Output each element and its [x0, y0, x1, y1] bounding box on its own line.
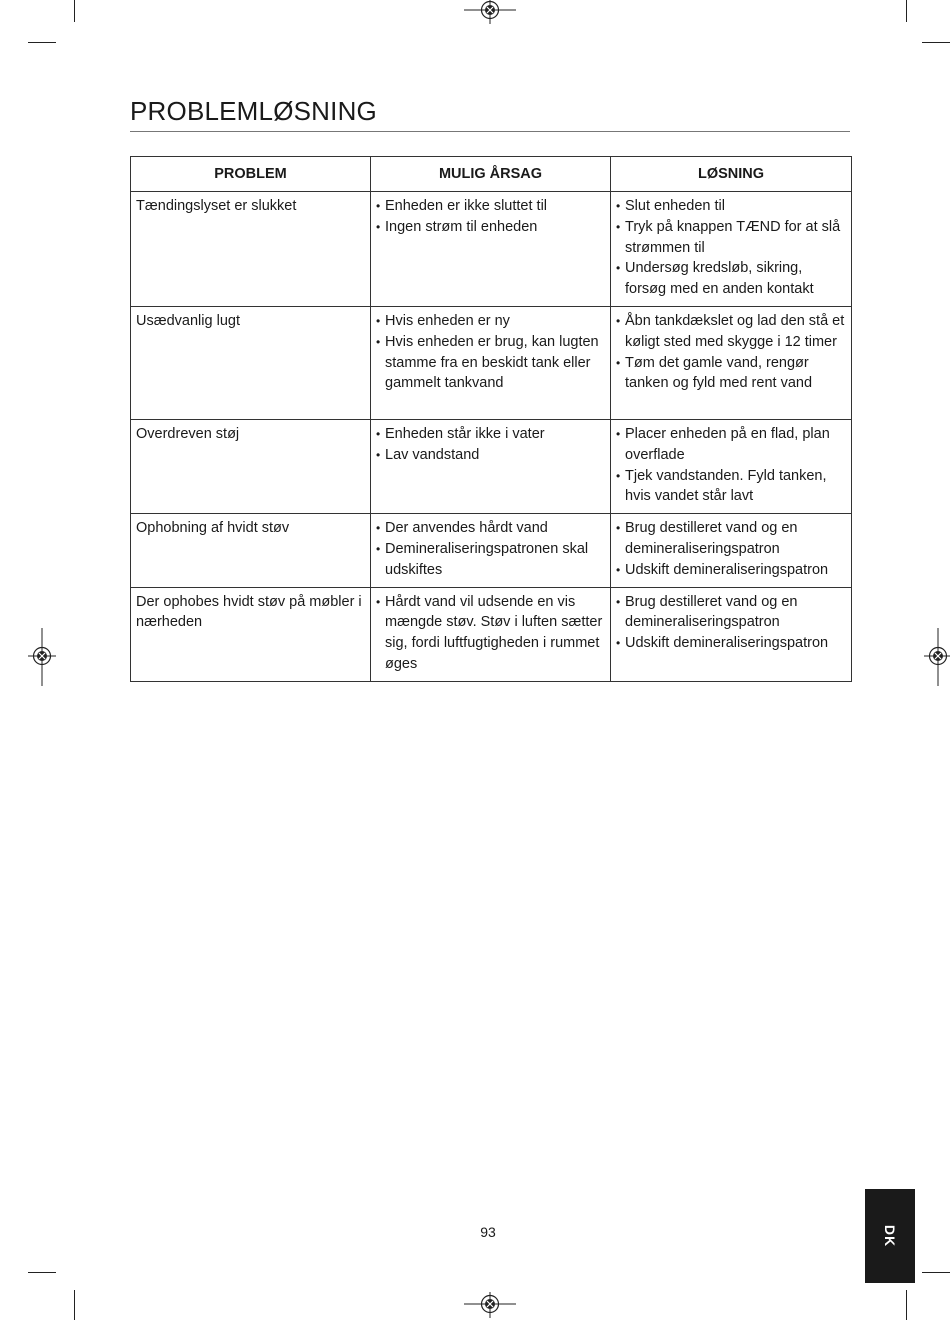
solution-item: • Tjek vandstanden. Fyld tanken, hvis vandet står lavt	[616, 466, 846, 508]
registration-mark-icon	[924, 628, 950, 686]
page-number: 93	[480, 1224, 496, 1240]
header-solution: LØSNING	[611, 157, 852, 192]
crop-mark-icon	[906, 0, 907, 22]
header-problem: PROBLEM	[131, 157, 371, 192]
solution-item: • Brug destilleret vand og en demineraliseringspatron	[616, 518, 846, 560]
table-row	[131, 192, 852, 307]
crop-mark-icon	[28, 1272, 56, 1273]
solution-item: • Tøm det gamle vand, rengør tanken og fyld med rent vand	[616, 353, 846, 395]
cause-item: • Demineraliseringspatronen skal udskiftes	[376, 539, 605, 581]
cause-cell	[371, 192, 611, 307]
crop-mark-icon	[74, 0, 75, 22]
problem-cell: Usædvanlig lugt	[131, 306, 371, 419]
crop-mark-icon	[922, 42, 950, 43]
solution-item: • Tryk på knappen TÆND for at slå strømmen til	[616, 217, 846, 259]
registration-mark-icon	[464, 1292, 516, 1318]
page-title: PROBLEMLØSNING	[130, 96, 850, 132]
cause-item: • Hårdt vand vil udsende en vis mængde støv. Støv i luften sætter sig, fordi luftfugtigheden i rummet øges	[376, 592, 605, 675]
problem-cell: Der ophobes hvidt støv på møbler i nærheden	[131, 587, 371, 681]
solution-item: • Brug destilleret vand og en demineraliseringspatron	[616, 592, 846, 634]
problem-cell: Tændingslyset er slukket	[131, 192, 371, 307]
solution-cell	[611, 419, 852, 513]
language-tab	[865, 1189, 915, 1283]
problem-cell: Ophobning af hvidt støv	[131, 514, 371, 587]
cause-cell	[371, 419, 611, 513]
header-cause: MULIG ÅRSAG	[371, 157, 611, 192]
crop-mark-icon	[906, 1290, 907, 1320]
table-header-row	[131, 157, 852, 192]
solution-cell	[611, 514, 852, 587]
solution-item: • Udskift demineraliseringspatron	[616, 560, 846, 581]
cause-cell	[371, 514, 611, 587]
troubleshooting-table	[130, 156, 852, 682]
table-row	[131, 514, 852, 587]
crop-mark-icon	[28, 42, 56, 43]
cause-item: • Lav vandstand	[376, 445, 605, 466]
solution-cell	[611, 306, 852, 419]
cause-item: • Enheden er ikke sluttet til	[376, 196, 605, 217]
solution-cell	[611, 587, 852, 681]
crop-mark-icon	[74, 1290, 75, 1320]
table-row	[131, 587, 852, 681]
table-row	[131, 419, 852, 513]
solution-item: • Åbn tankdækslet og lad den stå et køligt sted med skygge i 12 timer	[616, 311, 846, 353]
registration-mark-icon	[28, 628, 56, 686]
crop-mark-icon	[922, 1272, 950, 1273]
cause-cell	[371, 306, 611, 419]
solution-item: • Udskift demineraliseringspatron	[616, 633, 846, 654]
cause-item: • Hvis enheden er brug, kan lugten stamme fra en beskidt tank eller gammelt tankvand	[376, 332, 605, 394]
cause-item: • Ingen strøm til enheden	[376, 217, 605, 238]
cause-item: • Enheden står ikke i vater	[376, 424, 605, 445]
solution-item: • Placer enheden på en flad, plan overflade	[616, 424, 846, 466]
solution-cell	[611, 192, 852, 307]
cause-item: • Der anvendes hårdt vand	[376, 518, 605, 539]
registration-mark-icon	[464, 0, 516, 24]
solution-item: • Undersøg kredsløb, sikring, forsøg med en anden kontakt	[616, 258, 846, 300]
solution-item: • Slut enheden til	[616, 196, 846, 217]
problem-cell: Overdreven støj	[131, 419, 371, 513]
cause-item: • Hvis enheden er ny	[376, 311, 605, 332]
table-row	[131, 306, 852, 419]
cause-cell	[371, 587, 611, 681]
language-tab-label: DK	[882, 1224, 898, 1248]
